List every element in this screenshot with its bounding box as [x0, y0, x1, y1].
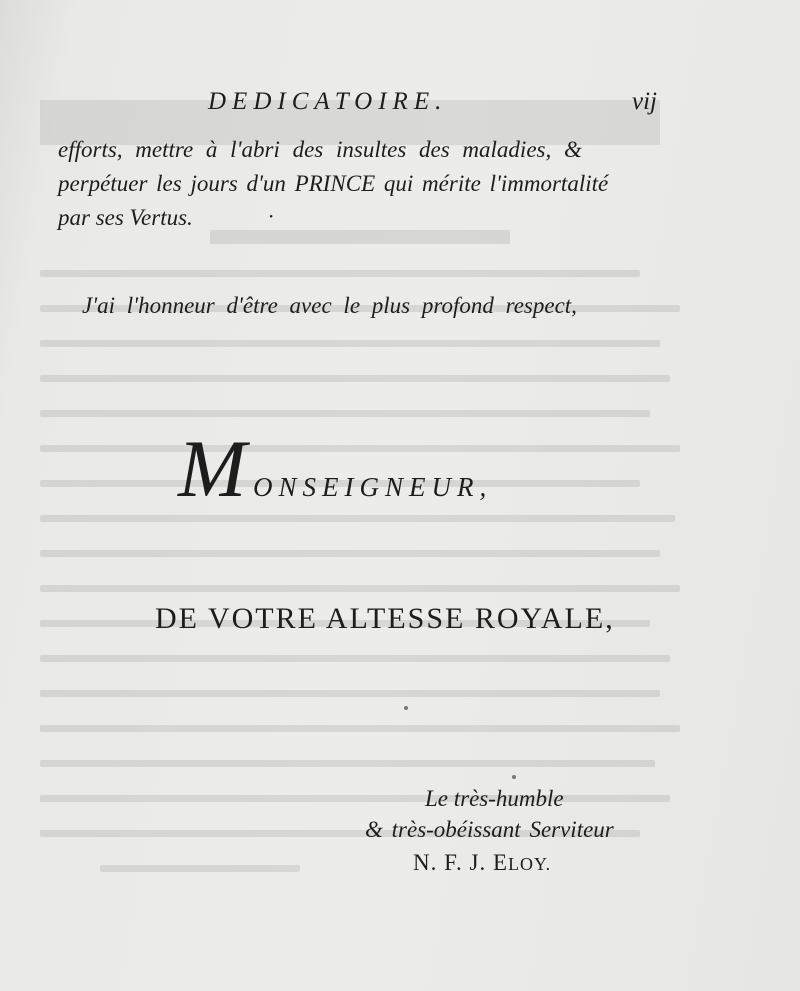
ink-speck — [404, 706, 408, 710]
body-line-2: perpétuer les jours d'un PRINCE qui mérite l'immortalité — [58, 171, 609, 196]
salutation-initial: M — [178, 423, 247, 514]
signature-prefix: N. F. J. E — [413, 850, 509, 875]
salutation-text: ONSEIGNEUR, — [253, 472, 493, 502]
body-line-1: efforts, mettre à l'abri des insultes des maladies, & — [58, 137, 582, 162]
signature-small-caps: LOY. — [508, 854, 552, 874]
signature — [413, 850, 551, 876]
ink-speck: · — [268, 204, 275, 228]
ink-speck — [512, 775, 516, 779]
altesse-royale-line: DE VOTRE ALTESSE ROYALE, — [155, 602, 615, 635]
closing-line-2: & très-obéissant Serviteur — [365, 817, 614, 842]
body-line-3: par ses Vertus. — [58, 205, 193, 230]
running-head: DEDICATOIRE. — [208, 88, 448, 115]
closing-line-1: Le très-humble — [425, 786, 564, 811]
respect-line: J'ai l'honneur d'être avec le plus profond respect, — [82, 293, 577, 318]
page-number: vij — [632, 88, 657, 115]
